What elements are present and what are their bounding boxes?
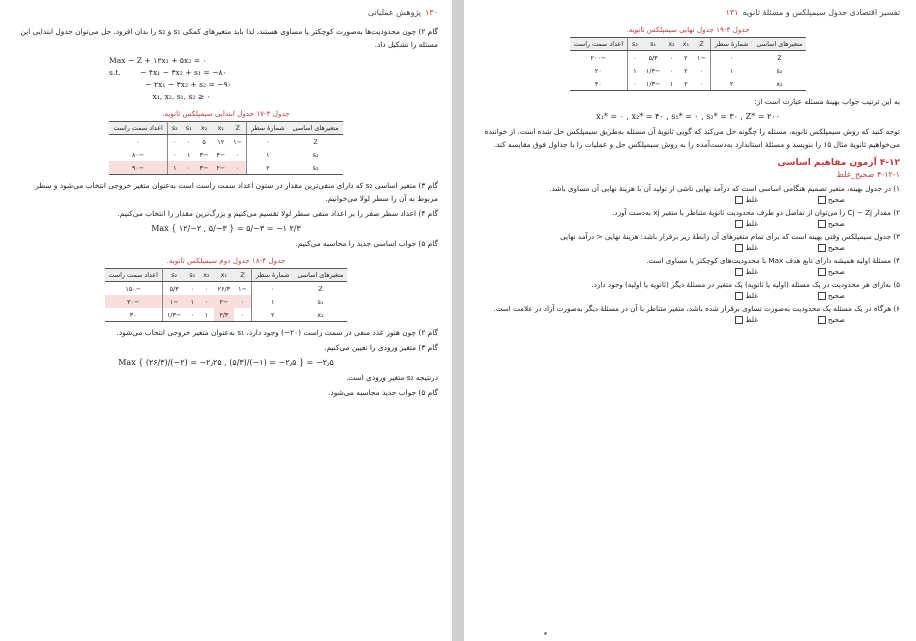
table17-caption: جدول ۴-۱۷ جدول ابتدایی سیمپلکس ثانویه.: [162, 109, 290, 118]
false-option[interactable]: [735, 292, 758, 300]
table-header-cell: Z: [229, 122, 246, 135]
table-cell: s₂: [289, 161, 343, 175]
checkbox-icon[interactable]: [818, 268, 826, 276]
table-cell: ۰: [204, 284, 209, 293]
note-paragraph: توجه کنید که روش سیمپلکس ثانویه، مسئله را چگونه حل می‌کند که گویی ثانویهٔ آن مسئله به‌طریق سیمپلکس حل شده است. از خواننده می‌خواهیم ثانویهٔ مثال ۱۵ را بنویسد و مسئلهٔ استاندارد به‌دست‌آمده را به روش سیمپلکس حل و عملیات را با جداول فوق مقایسه کند.: [484, 127, 900, 149]
table-cell: Z: [777, 53, 782, 62]
table-header-cell: s₁: [642, 38, 664, 51]
table-cell: ۱: [664, 77, 678, 91]
step5b-text: گام ۵) جواب جدید محاسبه می‌شود.: [328, 388, 438, 397]
checkbox-icon[interactable]: [735, 220, 743, 228]
table19: [570, 37, 807, 91]
table-header-cell: s₂: [162, 269, 185, 282]
table-header-cell: x₂: [199, 269, 213, 282]
right-page-number: ۱۳۱: [725, 8, 739, 17]
table-header-cell: شمارهٔ سطر: [710, 38, 752, 51]
table-cell: ۰: [136, 137, 140, 146]
option-label: صحیح: [827, 220, 845, 228]
option-label: غلط: [745, 196, 758, 204]
right-page-title: تفسیر اقتصادی جدول سیمپلکس و مسئلهٔ ثانویه: [742, 8, 900, 17]
table-cell: ۲: [247, 161, 289, 175]
max-expression-1: Max { ۱۲/−۲ , ۵/−۳ } = ۵/−۳ = −۱ ۲/۳: [151, 224, 301, 233]
model-line-3: x₁, x₂, s₁, s₂ ≥ ۰: [109, 92, 211, 101]
table-cell: ۰: [235, 150, 240, 159]
true-option[interactable]: [818, 268, 845, 276]
table-row: [570, 77, 807, 91]
model-line-0: Max − Z + ۱۲x₁ + ۵x₂ = ۰: [109, 56, 207, 65]
table-cell: −۳: [196, 161, 213, 175]
table-cell: ۲: [251, 308, 293, 322]
table-cell: ۱: [251, 295, 293, 308]
checkbox-icon[interactable]: [818, 220, 826, 228]
table-row: [109, 161, 342, 175]
table-row: [105, 295, 348, 308]
table18: [105, 268, 348, 322]
optimal-result: x₁* = ۰ , x₂* = ۴۰ , s₁* = ۰ , s₂* = ۳۰ , Z* = ۲۰۰: [596, 112, 780, 121]
table-cell: ۰: [710, 51, 752, 65]
table-cell: ۵/۳: [648, 53, 658, 62]
table-header-cell: Z: [693, 38, 710, 51]
step4-text: گام ۴) اعداد سطر صفر را بر اعداد منفی سطر لولا تقسیم می‌کنیم و بزرگ‌ترین مقدار را انتخاب می‌کنیم.: [117, 209, 438, 218]
table-cell: −۴: [216, 150, 226, 159]
max-expression-2: Max { (۲۶/۳)/(−۲) = −۲٫۲۵ , (۵/۳)/(−۱) = −۲٫۵ } = −۲٫۵: [118, 358, 334, 367]
table-header-cell: Z: [234, 269, 251, 282]
table-cell: −۳: [199, 150, 209, 159]
false-option[interactable]: [735, 196, 758, 204]
option-label: غلط: [745, 220, 758, 228]
table-row: [109, 135, 342, 149]
false-option[interactable]: [735, 316, 758, 324]
left-page-header: [14, 8, 438, 17]
answer-options: [476, 316, 900, 324]
option-label: غلط: [745, 316, 758, 324]
table-cell: ۰: [185, 308, 199, 322]
question-text: ۵) به‌ازای هر محدودیت در یک مسئله (اولیه یا ثانویه) یک متغیر در مسئلهٔ دیگر (ثانویه یا اولیه) وجود دارد.: [591, 280, 900, 289]
option-label: صحیح: [827, 244, 845, 252]
table-cell: x₂: [293, 308, 347, 322]
option-label: غلط: [745, 268, 758, 276]
false-option[interactable]: [735, 220, 758, 228]
table-header-cell: x₁: [214, 269, 234, 282]
table-cell: −۸۰: [131, 150, 145, 159]
step2b-text: گام ۲) چون هنوز عدد منفی در سمت راست (۲۰−) وجود دارد، s₁ به‌عنوان متغیر خروجی انتخاب می‌شود.: [116, 328, 438, 337]
table-cell: ۲۰: [594, 66, 602, 75]
table-header-cell: متغیرهای اساسی: [289, 122, 343, 135]
table-cell: Z: [318, 284, 323, 293]
table-cell: ۱: [186, 150, 191, 159]
table-cell: ۱: [167, 161, 181, 175]
page-dot-icon: [544, 632, 547, 635]
table-cell: −۲: [214, 295, 234, 308]
enter-note: درنتیجه s₂ متغیر ورودی است.: [345, 373, 438, 382]
table-cell: −۱: [162, 295, 185, 308]
answer-options: [476, 244, 900, 252]
checkbox-icon[interactable]: [818, 316, 826, 324]
table-cell: ۲۶/۳: [217, 284, 231, 293]
table-cell: x₂: [752, 77, 806, 91]
table-header-cell: s₂: [628, 38, 642, 51]
table-row: [109, 148, 342, 161]
table-cell: ۵/۳: [162, 282, 185, 296]
table-cell: ۲: [679, 77, 693, 91]
question-list: [476, 183, 900, 324]
table-cell: s₂: [776, 66, 783, 75]
table-cell: ۱: [247, 148, 289, 161]
table-cell: −۲۰۰: [590, 53, 607, 62]
table-cell: −۹۰: [109, 161, 167, 175]
table-header-cell: x₁: [679, 38, 693, 51]
table-cell: ۲/۳: [214, 308, 234, 322]
false-option[interactable]: [735, 268, 758, 276]
table-cell: −۲: [212, 161, 229, 175]
checkbox-icon[interactable]: [735, 316, 743, 324]
right-page-header: [476, 8, 900, 17]
table17: [109, 121, 342, 175]
checkbox-icon[interactable]: [735, 244, 743, 252]
table-cell: −۱: [233, 137, 243, 146]
option-label: صحیح: [827, 268, 845, 276]
section-title: ۴-۱۲ آزمون مفاهیم اساسی: [777, 158, 900, 168]
checkbox-icon[interactable]: [735, 268, 743, 276]
table-header-cell: s₁: [182, 122, 196, 135]
table-cell: s₁: [317, 297, 324, 306]
table-cell: ۲: [710, 77, 752, 91]
table-cell: ۰: [190, 284, 195, 293]
left-page-title: پژوهش عملیاتی: [367, 8, 422, 17]
table-cell: ۱: [628, 64, 642, 77]
answer-options: [476, 220, 900, 228]
question-text: ۱) در جدول بهینه، متغیر تصمیم هنگامی اساسی است که درآمد نهایی ناشی از تولید آن با هزینهٔ نهایی آن مساوی باشد.: [549, 184, 900, 193]
step5-text: گام ۵) جواب اساسی جدید را محاسبه می‌کنیم.: [295, 239, 438, 248]
left-page: [0, 0, 452, 641]
table-header-cell: شمارهٔ سطر: [251, 269, 293, 282]
model-line-2: − ۲x₁ − ۳x₂ + s₂ = −۹۰: [109, 80, 232, 89]
table-row: [105, 308, 348, 322]
option-label: غلط: [745, 244, 758, 252]
right-page: [464, 0, 916, 641]
table-cell: ۲: [684, 66, 688, 75]
question-text: ۲) مقدار Cj − Zj را می‌توان از تفاضل دو طرف محدودیت ثانویهٔ متناظر با متغیر xj به‌دست آورد.: [612, 208, 900, 217]
table-header-cell: شمارهٔ سطر: [247, 122, 289, 135]
table-cell: ۱: [710, 64, 752, 77]
answer-options: [476, 268, 900, 276]
lp-model: [109, 55, 438, 103]
question-text: ۶) هرگاه در یک مسئله یک محدودیت به‌صورت تساوی برقرار شده باشد، متغیر متناظر با آن در مسئلهٔ دیگر به‌صورت آزاد در علامت است.: [493, 304, 900, 313]
question-text: ۳) جدول سیمپلکس وقتی بهینه است که برای تمام متغیرهای آن رابطهٔ زیر برقرار باشد: هزینهٔ نهایی < درآمد نهایی: [560, 232, 900, 241]
table-cell: −۲۰: [105, 295, 163, 308]
option-label: صحیح: [827, 196, 845, 204]
table-header-cell: اعداد سمت راست: [570, 38, 628, 51]
option-label: صحیح: [827, 292, 845, 300]
book-gutter: [452, 0, 464, 641]
table-cell: ۴۰: [570, 77, 628, 91]
table-cell: ۲: [684, 53, 688, 62]
table-cell: ۰: [693, 77, 710, 91]
table-header-cell: x₂: [664, 38, 678, 51]
table-header-cell: متغیرهای اساسی: [752, 38, 806, 51]
table-cell: ۰: [628, 51, 642, 65]
step2-text: گام ۲) چون محدودیت‌ها به‌صورت کوچکتر یا مساوی هستند، لذا باید متغیرهای کمکی s₁ و s₂ را بدان افزود. حل می‌توان جدول ابتدایی این مسئله را تشکیل داد.: [20, 27, 438, 49]
checkbox-icon[interactable]: [735, 196, 743, 204]
question-text: ۴) مسئلهٔ اولیه همیشه دارای تابع هدف Max با محدودیت‌های کوچکتر یا مساوی است.: [646, 256, 900, 265]
subsection-title: ۴-۱۲-۱ صحیح_غلط: [836, 170, 900, 179]
step3b-text: گام ۳) متغیر ورودی را تعیین می‌کنیم.: [324, 343, 438, 352]
table-cell: −۱: [238, 284, 247, 293]
table-header-cell: متغیرهای اساسی: [293, 269, 347, 282]
table-cell: −۱۵۰: [125, 284, 142, 293]
table-cell: −۱: [697, 53, 706, 62]
answer-options: [476, 292, 900, 300]
option-label: صحیح: [827, 316, 845, 324]
table-cell: s₁: [312, 150, 319, 159]
table-cell: ۳۰: [105, 308, 163, 322]
table-cell: ۱: [185, 295, 199, 308]
table-row: [105, 282, 348, 296]
left-page-number: ۱۳۰: [425, 8, 438, 17]
table-cell: ۰: [167, 135, 181, 149]
model-line-1: s.t. − ۴x₁ − ۳x₂ + s₁ = −۸۰: [109, 68, 227, 77]
table-cell: ۰: [167, 148, 181, 161]
table-header-cell: s₂: [167, 122, 181, 135]
true-option[interactable]: [818, 196, 845, 204]
table-header-cell: x₂: [196, 122, 213, 135]
table-cell: ۰: [182, 161, 196, 175]
checkbox-icon[interactable]: [735, 292, 743, 300]
table-cell: ۱۲: [217, 137, 225, 146]
table-cell: ۰: [247, 135, 289, 149]
table-cell: ۱: [199, 308, 213, 322]
table-cell: ۰: [669, 53, 674, 62]
true-option[interactable]: [818, 244, 845, 252]
table18-caption: جدول ۴-۱۸ جدول دوم سیمپلکس ثانویه.: [166, 256, 286, 265]
table-cell: −۱/۳: [162, 308, 185, 322]
table-header-cell: اعداد سمت راست: [109, 122, 167, 135]
table-row: [570, 51, 807, 65]
checkbox-icon[interactable]: [818, 292, 826, 300]
table-cell: ۰: [234, 308, 251, 322]
table-cell: ۰: [186, 137, 191, 146]
false-option[interactable]: [735, 244, 758, 252]
true-option[interactable]: [818, 292, 845, 300]
table-header-cell: اعداد سمت راست: [105, 269, 163, 282]
table-header-cell: s₁: [185, 269, 199, 282]
table-cell: ۰: [199, 295, 213, 308]
table-cell: −۱/۳: [645, 66, 661, 75]
table-cell: ۵: [202, 137, 206, 146]
table-cell: ۰: [251, 282, 293, 296]
table-cell: ۰: [229, 161, 246, 175]
table-cell: ۰: [699, 66, 704, 75]
checkbox-icon[interactable]: [818, 244, 826, 252]
table-header-cell: x₁: [212, 122, 229, 135]
table-cell: −۱/۳: [642, 77, 664, 91]
step3-text: گام ۳) متغیر اساسی s₂ که دارای منفی‌ترین مقدار در ستون اعداد سمت راست است به‌عنوان متغیر خروجی انتخاب می‌شود و سطر مربوط به آن را سطر لولا می‌خوانیم.: [35, 181, 438, 203]
option-label: غلط: [745, 292, 758, 300]
true-option[interactable]: [818, 316, 845, 324]
table-cell: ۰: [669, 66, 674, 75]
result-intro: به این ترتیب جواب بهینهٔ مسئله عبارت است از:: [754, 97, 900, 106]
table-row: [570, 64, 807, 77]
table-cell: ۰: [234, 295, 251, 308]
checkbox-icon[interactable]: [818, 196, 826, 204]
answer-options: [476, 196, 900, 204]
true-option[interactable]: [818, 220, 845, 228]
table-cell: ۰: [628, 77, 642, 91]
table19-caption: جدول ۴-۱۹ جدول نهایی سیمپلکس ثانویه.: [626, 25, 750, 34]
table-cell: Z: [313, 137, 318, 146]
